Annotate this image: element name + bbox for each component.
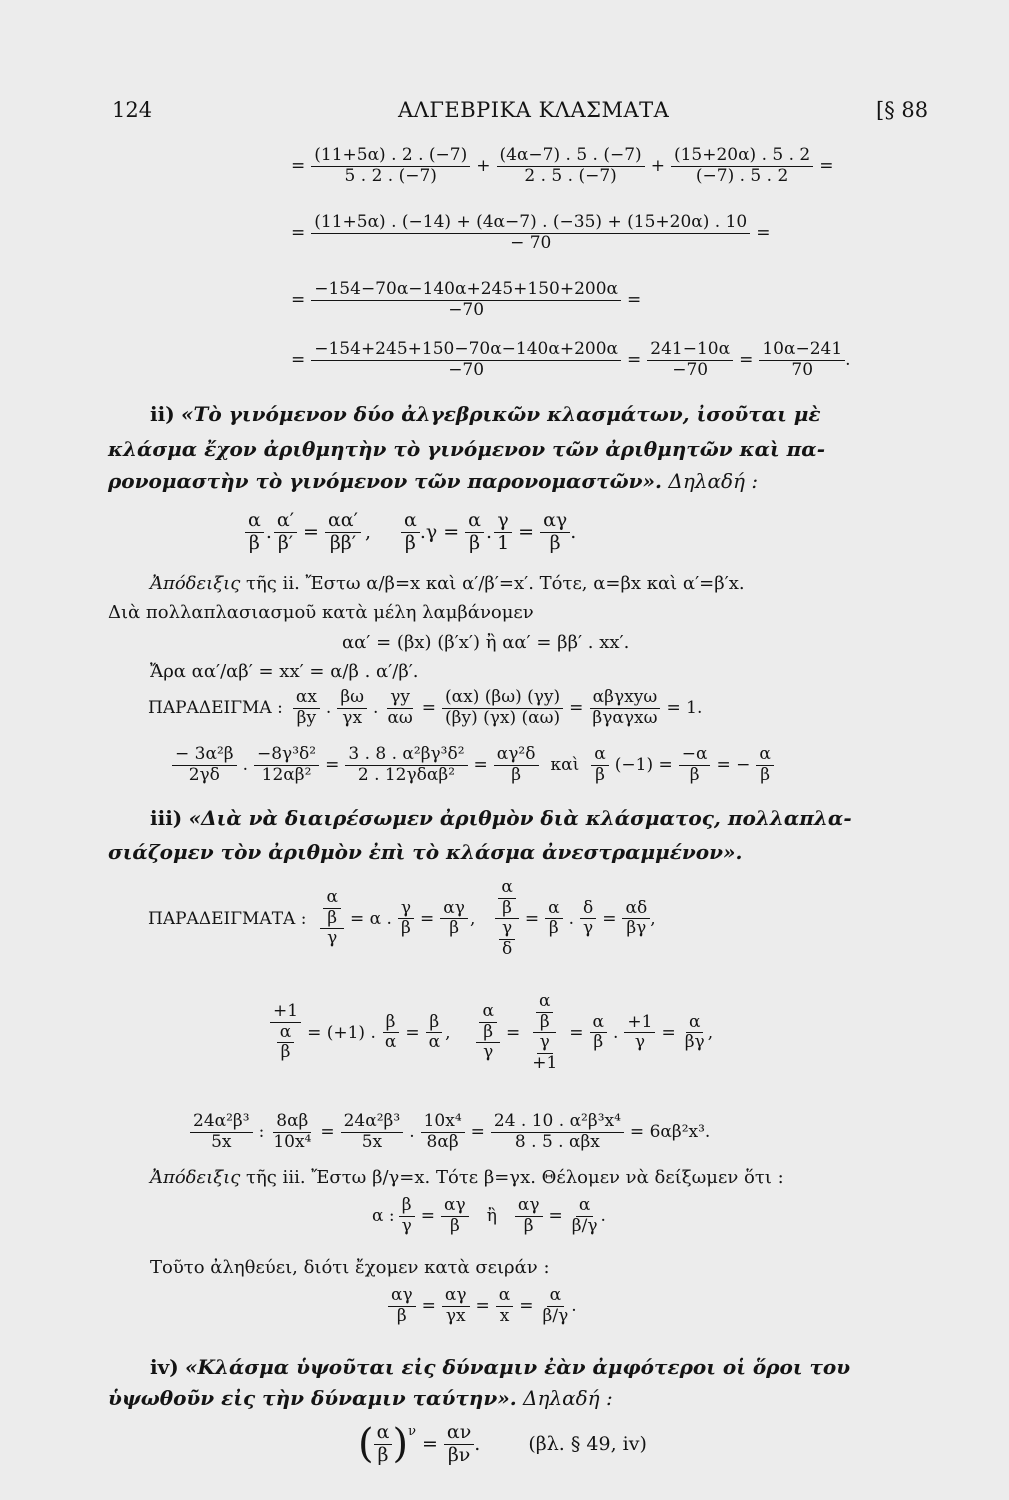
rule-ii-line-1: ii) «Τὸ γινόμενον δύο ἀλγεβρικῶν κλασμάτων, ἰσοῦται μὲ: [150, 402, 821, 426]
fraction: $\frac{\alpha}{\beta}$: [590, 1013, 607, 1053]
fraction: $\frac{\text{10x⁴}}{8\alpha\beta}$: [421, 1112, 465, 1152]
proof-iii-line-1: Ἀπόδειξις τῆς iii. Ἔστω β/γ=x. Τότε β=γx. Θέλομεν νὰ δείξωμεν ὅτι :: [150, 1167, 784, 1188]
fraction: $\frac{\alpha\gamma}{\beta}$: [441, 1196, 469, 1236]
fraction: $\frac{\beta}{\gamma}$: [399, 1196, 415, 1236]
fraction: $\frac{\gamma}{1}$: [494, 510, 512, 555]
rule-ii-line-2: κλάσμα ἔχον ἀριθμητὴν τὸ γινόμενον τῶν ἀριθμητῶν καὶ πα-: [108, 437, 825, 461]
fraction: α β: [374, 1422, 393, 1467]
fraction: $\frac{(4\alpha-7) . 5 . (-7)}{2 . 5 . (-7)}$: [497, 146, 645, 186]
proof-iii-line-3: Τοῦτο ἀληθεύει, διότι ἔχομεν κατὰ σειράν :: [150, 1257, 550, 1278]
fraction: α β: [401, 510, 420, 555]
fraction: 3 . 8 . α²βγ³δ² 2 . 12γδαβ²: [345, 745, 467, 785]
fraction: 24 . 10 . α²β³x⁴ 8 . 5 . αβx: [491, 1112, 624, 1152]
fraction: $\frac{10\alpha-241}{70}$: [759, 340, 845, 380]
fraction: α β: [245, 510, 264, 555]
compound-fraction: $\frac{\frac{\alpha}{\beta}}{\frac{\gamma}{\delta}}$: [495, 878, 518, 959]
calc-line-3: = $\frac{-154-70\alpha-140\alpha+245+150+200\alpha}{-70}$ =: [291, 279, 642, 320]
fraction: $\frac{\alpha\alpha'}{\beta\beta'}$: [325, 510, 361, 555]
proof-ii-line-4: Ἄρα αα′/αβ′ = xx′ = α/β . α′/β′.: [150, 661, 419, 682]
fraction: $\frac{\alpha'}{\beta'}$: [274, 510, 297, 555]
fraction: $\frac{\alpha\nu}{\beta\nu}$: [444, 1422, 474, 1467]
fraction: $\frac{\gamma}{\beta}$: [398, 899, 414, 939]
fraction: $\frac{\alpha\delta}{\beta\gamma}$: [622, 899, 650, 939]
example-2: − 3α²β 2γδ . $\frac{\text{−8γ³δ²}}{\text{12αβ²}}$ = 3 . 8 . α²βγ³δ² 2 . 12γδαβ² = $\frac{\text{αγ²δ}}{\beta}$ καὶ α β (−1) = $\frac{-\alpha}{\beta}$ = − $\frac{\alpha}{\beta}$: [172, 745, 774, 785]
formula-rule-ii: α β . $\frac{\alpha'}{\beta'}$ = $\frac{\alpha\alpha'}{\beta\beta'}$ , α β . γ = $\frac{\alpha}{\beta}$ . $\frac{\gamma}{1}$ = $\frac{\alpha\gamma}{\beta}$ .: [245, 510, 576, 555]
example-4: $\frac{+1}{\frac{\alpha}{\beta}}$ = (+1) . $\frac{\beta}{\alpha}$ = $\frac{\beta}{\alpha}$ , $\frac{\frac{\alpha}{\beta}}{\gamma}$ = $\frac{\frac{\alpha}{\beta}}{\frac{\gamma}{+1}}$ = $\frac{\alpha}{\beta}$ . $\frac{+1}{\gamma}$ = $\frac{\alpha}{\beta\gamma}$ ,: [270, 992, 713, 1073]
fraction: $\frac{\alpha\gamma}{\beta}$: [440, 899, 468, 939]
section-ref: [§ 88: [876, 98, 929, 122]
page-number: 124: [112, 98, 153, 122]
example-3: ΠΑΡΑΔΕΙΓΜΑΤΑ : $\frac{\frac{\alpha}{\beta}}{\gamma}$ = α . $\frac{\gamma}{\beta}$ = $\frac{\alpha\gamma}{\beta}$ , $\frac{\frac{\alpha}{\beta}}{\frac{\gamma}{\delta}}$ = $\frac{\alpha}{\beta}$ . $\frac{\delta}{\gamma}$ = $\frac{\alpha\delta}{\beta\gamma}$ ,: [148, 877, 656, 959]
fraction: $\frac{241-10\alpha}{-70}$: [647, 340, 733, 380]
fraction: $\frac{\gamma y}{\alpha\omega}$: [387, 687, 413, 728]
example-5: 24α²β³ 5x : $\frac{8\alpha\beta}{\text{10x⁴}}$ = $\frac{\text{24α²β³}}{5x}$ . $\frac{\text{10x⁴}}{8\alpha\beta}$ = 24 . 10 . α²β³x⁴ 8 . 5 . αβx = 6αβ²x³.: [190, 1112, 710, 1152]
fraction: $\frac{\alpha}{\beta\gamma}$: [684, 1011, 705, 1053]
rule-iii-line-2: σιάζομεν τὸν ἀριθμὸν ἐπὶ τὸ κλάσμα ἀνεστραμμένον».: [108, 840, 743, 864]
fraction: $\frac{(11+5\alpha) . (-14) + (4\alpha-7) . (-35) + (15+20\alpha) . 10}{- 70}$: [311, 213, 750, 253]
calc-line-1: = $\frac{(11+5\alpha) . 2 . (-7)}{5 . 2 . (-7)}$ + $\frac{(4\alpha-7) . 5 . (-7)}{2 . 5 . (-7)}$ + $\frac{(15+20\alpha) . 5 . 2}{(-7) . 5 . 2}$ =: [291, 145, 834, 186]
fraction: $\frac{\text{−8γ³δ²}}{\text{12αβ²}}$: [254, 745, 319, 785]
fraction: $\frac{+1}{\gamma}$: [624, 1013, 655, 1053]
calc-line-2: = $\frac{(11+5\alpha) . (-14) + (4\alpha-7) . (-35) + (15+20\alpha) . 10}{- 70}$ =: [291, 212, 771, 253]
compound-fraction: $\frac{\frac{\alpha}{\beta}}{\gamma}$: [320, 888, 343, 949]
proof-iii-formula-2: $\frac{\alpha\gamma}{\beta}$ = $\frac{\alpha\gamma}{\gamma x}$ = $\frac{\alpha}{x}$ = $\frac{\alpha}{\beta/\gamma}$ .: [388, 1286, 577, 1326]
fraction: − 3α²β 2γδ: [172, 745, 237, 785]
fraction: $\frac{\beta}{\alpha}$: [382, 1013, 399, 1053]
compound-fraction: $\frac{\frac{\alpha}{\beta}}{\gamma}$: [476, 1002, 499, 1063]
fraction: $\frac{\beta}{\alpha}$: [426, 1013, 443, 1053]
fraction: α β: [591, 745, 608, 785]
rule-iv-line-1: iv) «Κλάσμα ὑψοῦται εἰς δύναμιν ἐὰν ἀμφότεροι οἱ ὅροι του: [150, 1355, 851, 1379]
fraction: $\frac{\alpha}{\beta}$: [756, 745, 773, 785]
fraction: $\frac{(11+5\alpha) . 2 . (-7)}{5 . 2 . (-7)}$: [311, 146, 470, 186]
fraction: $\frac{-\alpha}{\beta}$: [679, 745, 711, 785]
example-1: ΠΑΡΑΔΕΙΓΜΑ : αx βy . βω γx . $\frac{\gamma y}{\alpha\omega}$ = $\frac{(\alpha x) (\beta\omega) (\gamma y)}{(\beta y) (\gamma x) (\alpha\omega)}$ = αβγxyω βγαγxω = 1.: [148, 687, 703, 728]
calc-line-4: = $\frac{-154+245+150-70\alpha-140\alpha+200\alpha}{-70}$ = $\frac{241-10\alpha}{-70}$ = $\frac{10\alpha-241}{70}$ .: [291, 339, 851, 380]
fraction: $\frac{\alpha}{\beta/\gamma}$: [571, 1195, 598, 1236]
proof-iii-formula-1: α : $\frac{\beta}{\gamma}$ = $\frac{\alpha\gamma}{\beta}$ ἢ $\frac{\alpha\gamma}{\beta}$ = $\frac{\alpha}{\beta/\gamma}$ .: [372, 1195, 606, 1236]
fraction: βω γx: [337, 688, 367, 728]
fraction: $\frac{\alpha}{\beta/\gamma}$: [542, 1285, 569, 1326]
fraction: $\frac{\delta}{\gamma}$: [580, 899, 596, 939]
fraction: αx βy: [293, 688, 320, 728]
fraction: $\frac{8\alpha\beta}{\text{10x⁴}}$: [273, 1111, 312, 1152]
proof-ii-line-1: Ἀπόδειξις τῆς ii. Ἔστω α/β=x καὶ α′/β′=x′. Τότε, α=βx καὶ α′=β′x.: [150, 573, 745, 594]
compound-fraction: $\frac{\frac{\alpha}{\beta}}{\frac{\gamma}{+1}}$: [532, 991, 558, 1073]
fraction: $\frac{\alpha}{\beta}$: [545, 899, 562, 939]
formula-rule-iv: ( α β ) ν = $\frac{\alpha\nu}{\beta\nu}$ . (βλ. § 49, iv): [358, 1421, 647, 1468]
fraction: $\frac{\alpha}{\beta}$: [465, 510, 484, 555]
fraction: $\frac{\alpha\gamma}{\gamma x}$: [442, 1286, 470, 1326]
fraction: $\frac{(\alpha x) (\beta\omega) (\gamma y)}{(\beta y) (\gamma x) (\alpha\omega)}$: [442, 688, 563, 728]
fraction: $\frac{-154-70\alpha-140\alpha+245+150+200\alpha}{-70}$: [311, 280, 621, 320]
fraction: $\frac{\alpha\gamma}{\beta}$: [388, 1286, 416, 1326]
fraction: $\frac{(15+20\alpha) . 5 . 2}{(-7) . 5 . 2}$: [671, 146, 813, 186]
compound-fraction: $\frac{+1}{\frac{\alpha}{\beta}}$: [270, 1002, 301, 1063]
rule-iii-line-1: iii) «Διὰ νὰ διαιρέσωμεν ἀριθμὸν διὰ κλάσματος, πολλαπλα-: [150, 806, 852, 830]
fraction: $\frac{\alpha}{x}$: [496, 1286, 513, 1326]
proof-ii-line-3: αα′ = (βx) (β′x′) ἢ αα′ = ββ′ . xx′.: [342, 632, 630, 653]
fraction: αβγxyω βγαγxω: [589, 688, 660, 728]
proof-ii-line-2: Διὰ πολλαπλασιασμοῦ κατὰ μέλη λαμβάνομεν: [108, 602, 534, 623]
fraction: $\frac{\alpha\gamma}{\beta}$: [540, 510, 570, 555]
rule-ii-line-3: ρονομαστὴν τὸ γινόμενον τῶν παρονομαστῶν». Δηλαδή :: [108, 469, 759, 493]
fraction: $\frac{-154+245+150-70\alpha-140\alpha+200\alpha}{-70}$: [311, 340, 621, 380]
running-title: ΑΛΓΕΒΡΙΚΑ ΚΛΑΣΜΑΤΑ: [398, 98, 670, 122]
fraction: $\frac{\text{αγ²δ}}{\beta}$: [494, 745, 539, 785]
fraction: $\frac{\alpha\gamma}{\beta}$: [515, 1196, 543, 1236]
fraction: 24α²β³ 5x: [190, 1112, 253, 1152]
fraction: $\frac{\text{24α²β³}}{5x}$: [341, 1112, 404, 1152]
rule-iv-line-2: ὑψωθοῦν εἰς τὴν δύναμιν ταύτην». Δηλαδή :: [108, 1386, 613, 1410]
